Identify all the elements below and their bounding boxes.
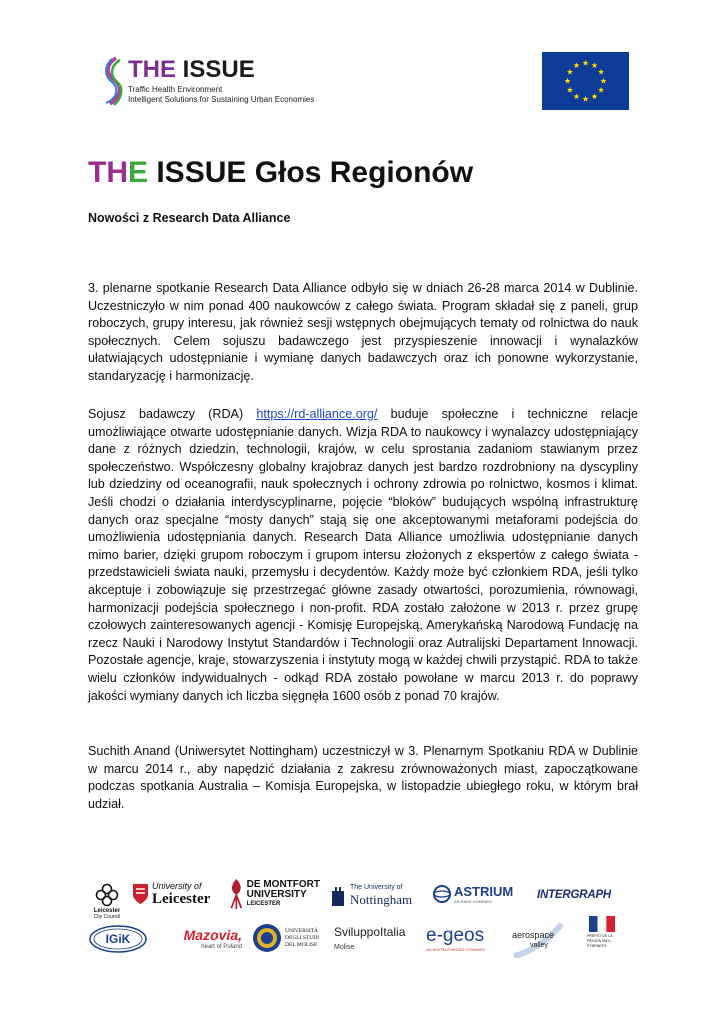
- university-of-nottingham-logo: [330, 880, 422, 910]
- sviluppo-italia-logo: [334, 924, 418, 954]
- logo-the-text: THE: [128, 56, 176, 83]
- egeos-name: e-geos: [426, 925, 485, 946]
- igik-name: IGiK: [105, 932, 131, 946]
- title-e: E: [128, 156, 149, 189]
- dmu-crest-icon: [228, 875, 245, 913]
- molise-seal-icon: [252, 923, 282, 953]
- logo-subtitle-2: Intelligent Solutions for Sustaining Urban Economies: [128, 95, 315, 104]
- uol-top: University of: [152, 881, 202, 891]
- mazovia-logo: [160, 924, 242, 954]
- dmu-line-3: LEICESTER: [246, 901, 281, 907]
- eu-flag-icon: [542, 52, 629, 110]
- aero-line-1: aerospace: [512, 930, 555, 940]
- astrium-logo: [432, 882, 518, 906]
- sviluppo-sub: Molise: [334, 944, 355, 951]
- paragraph-2-body: buduje społeczne i techniczne relacje umożliwiające otwarte udostępnianie danych. Wizja RDA to naukowcy i wynalazcy udostępniający dane z różnych dziedzin, technologii, krajów, w celu sprostania zadaniom stawianym przez społeczeństwo. Współczesny globalny krajobraz danych jest bardzo rozdrobniony na dyscypliny lub dziedziny od oceanografii, nauk społecznych i ochrony zdrowia po rolnictwo, kosmos i klimat. Jeśli chodzi o działania interdyscyplinarne, pojęcie “bloków” budujących wspólną infrastrukturę danych oraz specjalne “mosty danych” stają się one akceptowanymi metaforami podejścia do umożliwienia udostępniania danych. Research Data Alliance umożliwia udostępnianie danych mimo barier, dzięki grupom roboczym i grupom intersu złożonych z ekspertów z całego świata - przedstawicieli świata nauki, przemysłu i decydentów. Każdy może być członkiem RDA, jeśli tylko akceptuje i zobowiązuje się przestrzegać główne zasady otwartości, porozumienia, równowagi, harmonizacji podejścia społecznego i non-profit. RDA zostało założone w 2013 r. przez grupę czołowych zainteresowanych agencji - Komisję Europejską, Amerykańską Narodową Fundację na rzecz Nauki i Narodowy Instytut Standardów i Technologii oraz Autralijski Departament Innowacji. Pozostałe agencje, kraje, stowarzyszenia i instytuty mogą w każdej chwili przystąpić. RDA to także wielu członków indywidualnych - odkąd RDA zostało powołane w marcu 2013 r. do poprawy jakości wymiany danych ich liczba sięgnęła 1600 osób z ponad 70 krajów.: [88, 407, 638, 703]
- paragraph-2: [88, 406, 638, 705]
- nottingham-castle-icon: [330, 883, 346, 907]
- dmu-line-1: DE MONTFORT: [246, 879, 320, 890]
- dmu-line-2: UNIVERSITY: [246, 889, 307, 900]
- leicester-crest-icon: [94, 883, 120, 907]
- leicester-city-council-logo: [88, 875, 126, 927]
- leicester-cc-sub: City Council: [93, 913, 121, 920]
- de-montfort-university-logo: [228, 874, 320, 914]
- marianne-flag-icon: [589, 916, 615, 932]
- molise-line-2: DEGLI STUDI: [285, 934, 320, 941]
- page-title: [88, 155, 473, 191]
- igik-logo: [88, 924, 148, 954]
- logo-subtitle-1: Traffic Health Environment: [128, 85, 223, 94]
- university-of-leicester-logo: [132, 880, 222, 908]
- universita-molise-logo: [252, 920, 324, 956]
- aero-line-2: valley: [530, 942, 548, 949]
- mazovia-sub: heart of Poland: [201, 944, 242, 950]
- logo-title: [128, 56, 255, 84]
- notts-name: Nottingham: [350, 892, 413, 907]
- paragraph-2-intro: Sojusz badawczy (RDA): [88, 407, 257, 421]
- sviluppo-name: SviluppoItalia: [334, 925, 406, 939]
- leicester-cc-name: Leicester: [93, 907, 121, 914]
- intergraph-logo: [528, 884, 620, 906]
- egeos-sub: AN ASI/TELESPAZIO COMPANY: [426, 947, 486, 952]
- paragraph-3: Suchith Anand (Uniwersytet Nottingham) uczestniczył w 3. Plenarnym Spotkaniu RDA w Dublinie w marcu 2014 r., aby napędzić działania z zakresu zrównoważonych miast, zapoczątkowane podczas spotkania Australia – Komisja Europejska, w listopadzie ubiegłego roku, w którym brał udział.: [88, 744, 638, 811]
- subtitle: Nowości z Research Data Alliance: [88, 211, 291, 225]
- molise-line-3: DEL MOLISE: [285, 941, 318, 948]
- title-th: TH: [88, 156, 128, 189]
- astrium-sub: AN EADS COMPANY: [454, 898, 493, 904]
- e-geos-logo: [426, 922, 506, 956]
- leicester-shield-icon: [132, 883, 149, 905]
- the-issue-logo: [102, 56, 315, 112]
- title-rest: ISSUE Głos Regionów: [148, 156, 474, 189]
- notts-top: The University of: [350, 884, 403, 891]
- molise-line-1: UNIVERSITÀ: [285, 927, 318, 934]
- intergraph-name: INTERGRAPH: [536, 889, 612, 901]
- astrium-name: ASTRIUM: [454, 883, 514, 899]
- paragraph-1: 3. plenarne spotkanie Research Data Alliance odbyło się w dniach 26-28 marca 2014 w Dublinie. Uczestniczyło w nim ponad 400 naukowców z całego świata. Program składał się z paneli, grup roboczych, grupy interesu, jak również sesji wstępnych obejmujących tematy od rolnictwa do nauk społecznych. Celem sojuszu badawczego jest przyspieszenie innowacji i wynalazków ułatwiających udostępnianie i wymianę danych badawczych oraz ich ponowne wykorzystanie, standaryzację i harmonizację.: [88, 281, 638, 383]
- ribbon-logo-icon: [102, 56, 126, 106]
- uol-name: Leicester: [152, 891, 211, 907]
- prefet-text: PRÉFET DE LA RÉGION MIDI-PYRÉNÉES: [587, 934, 613, 948]
- rda-link[interactable]: https://rd-alliance.org/: [256, 407, 378, 421]
- prefet-midi-pyrenees-logo: [584, 916, 620, 960]
- astrium-globe-icon: [432, 884, 452, 904]
- aerospace-valley-logo: [512, 922, 564, 958]
- logo-issue-text: ISSUE: [182, 56, 255, 83]
- mazovia-name: Mazovia,: [183, 927, 242, 943]
